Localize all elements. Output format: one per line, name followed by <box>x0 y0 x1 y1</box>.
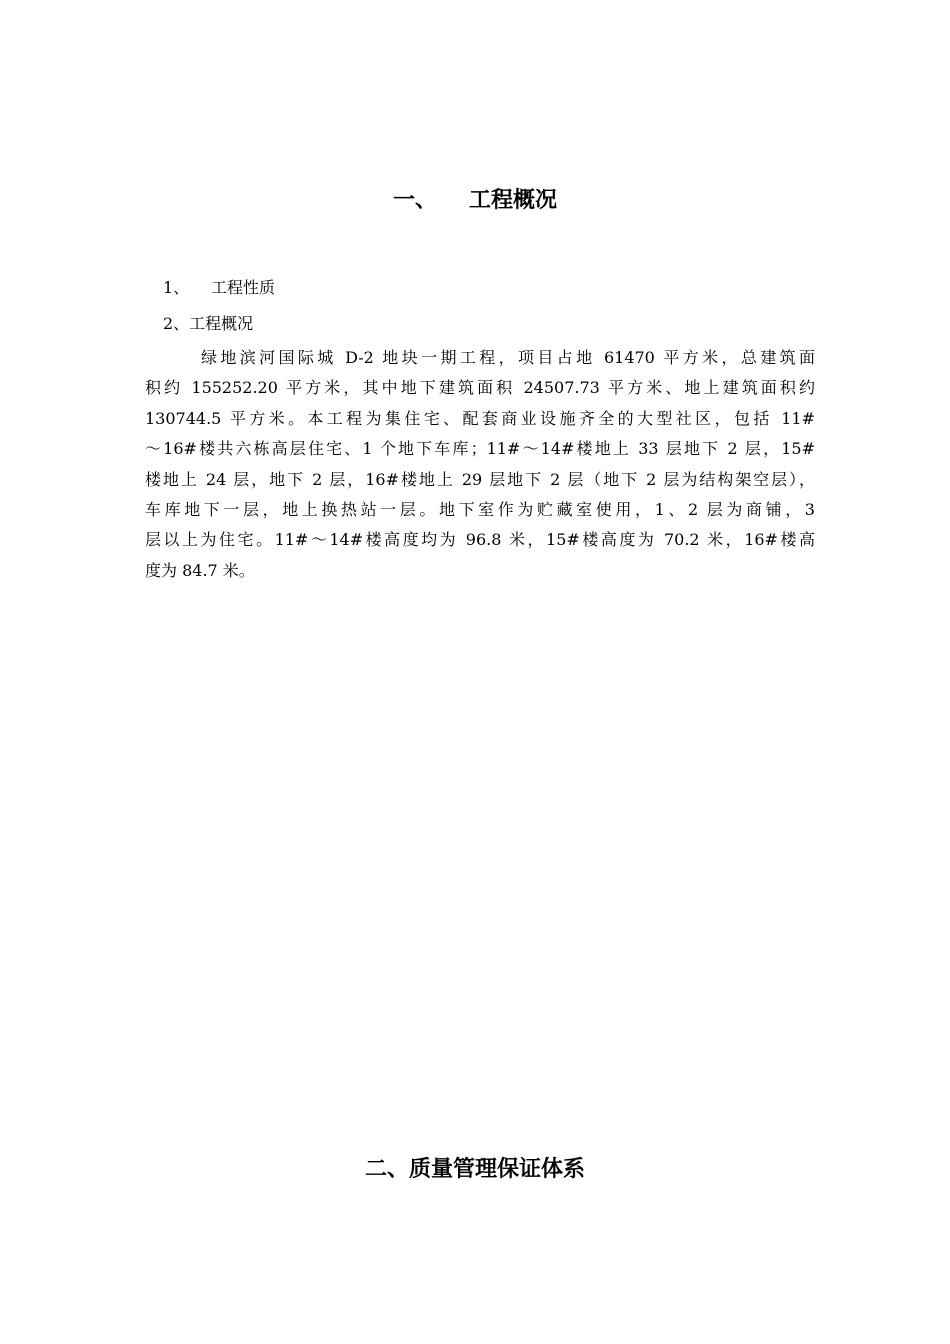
section-heading-2: 二、质量管理保证体系 <box>364 1157 585 1182</box>
paragraph-line: 积约 155252.20 平方米，其中地下建筑面积 24507.73 平方米、地上建筑面积约 <box>145 378 815 398</box>
subheading-1-label: 工程性质 <box>211 278 276 297</box>
paragraph-line: 130744.5 平方米。本工程为集住宅、配套商业设施齐全的大型社区，包括 11# <box>145 408 815 428</box>
project-overview-paragraph <box>145 343 815 586</box>
paragraph-line: 层以上为住宅。11#～14#楼高度均为 96.8 米，15#楼高度为 70.2 米，16#楼高 <box>145 530 815 550</box>
section-1-title: 工程概况 <box>469 188 558 213</box>
paragraph-line: 车库地下一层，地上换热站一层。地下室作为贮藏室使用，1、2 层为商铺，3 <box>145 499 815 519</box>
subheading-1 <box>163 277 275 299</box>
paragraph-line: 度为 84.7 米。 <box>145 560 255 580</box>
subheading-1-number: 1、 <box>163 278 190 297</box>
section-heading-1 <box>0 186 950 216</box>
subheading-2: 2、工程概况 <box>163 314 254 333</box>
paragraph-line: 绿地滨河国际城 D-2 地块一期工程，项目占地 61470 平方米，总建筑面 <box>201 348 815 367</box>
section-1-number: 一、 <box>392 188 437 213</box>
paragraph-line: ～16#楼共六栋高层住宅、1 个地下车库；11#～14#楼地上 33 层地下 2 层，15# <box>145 439 815 459</box>
paragraph-line: 楼地上 24 层，地下 2 层，16#楼地上 29 层地下 2 层（地下 2 层为结构架空层）， <box>145 469 815 489</box>
